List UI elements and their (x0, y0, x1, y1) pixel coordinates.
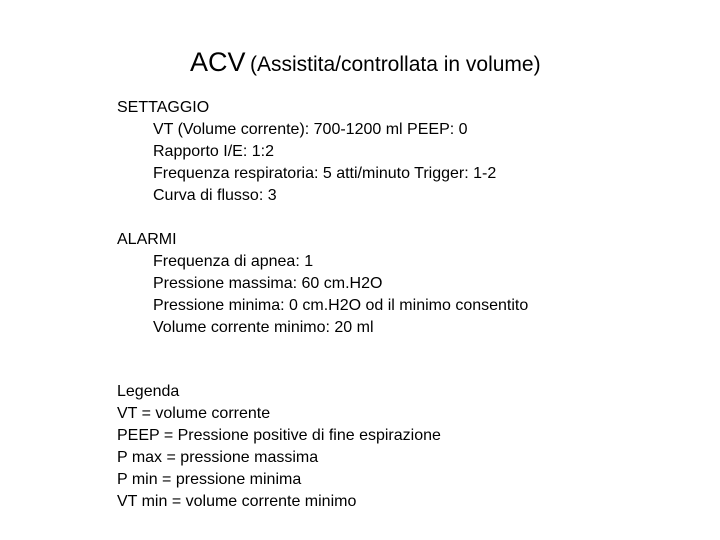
settings-item: VT (Volume corrente): 700-1200 ml PEEP: 0 (153, 121, 468, 138)
title-subtitle: (Assistita/controllata in volume) (249, 53, 541, 76)
settings-item: Curva di flusso: 3 (153, 187, 277, 204)
legend-item: VT = volume corrente (117, 405, 271, 422)
legend-item: P max = pressione massima (117, 449, 319, 466)
alarms-section (117, 229, 528, 339)
settings-section (117, 97, 496, 207)
legend-heading: Legenda (117, 383, 180, 400)
title-main: ACV (190, 47, 246, 77)
legend-item: P min = pressione minima (117, 471, 302, 488)
slide-title (190, 46, 541, 78)
alarms-item: Pressione minima: 0 cm.H2O od il minimo consentito (153, 297, 529, 314)
settings-heading: SETTAGGIO (117, 99, 210, 116)
alarms-item: Volume corrente minimo: 20 ml (153, 319, 374, 336)
alarms-item: Frequenza di apnea: 1 (153, 253, 314, 270)
settings-item: Frequenza respiratoria: 5 atti/minuto Trigger: 1-2 (153, 165, 497, 182)
alarms-item: Pressione massima: 60 cm.H2O (153, 275, 383, 292)
settings-item: Rapporto I/E: 1:2 (153, 143, 274, 160)
alarms-heading: ALARMI (117, 231, 177, 248)
legend-item: VT min = volume corrente minimo (117, 493, 357, 510)
legend-section (117, 381, 441, 513)
legend-item: PEEP = Pressione positive di fine espirazione (117, 427, 441, 444)
